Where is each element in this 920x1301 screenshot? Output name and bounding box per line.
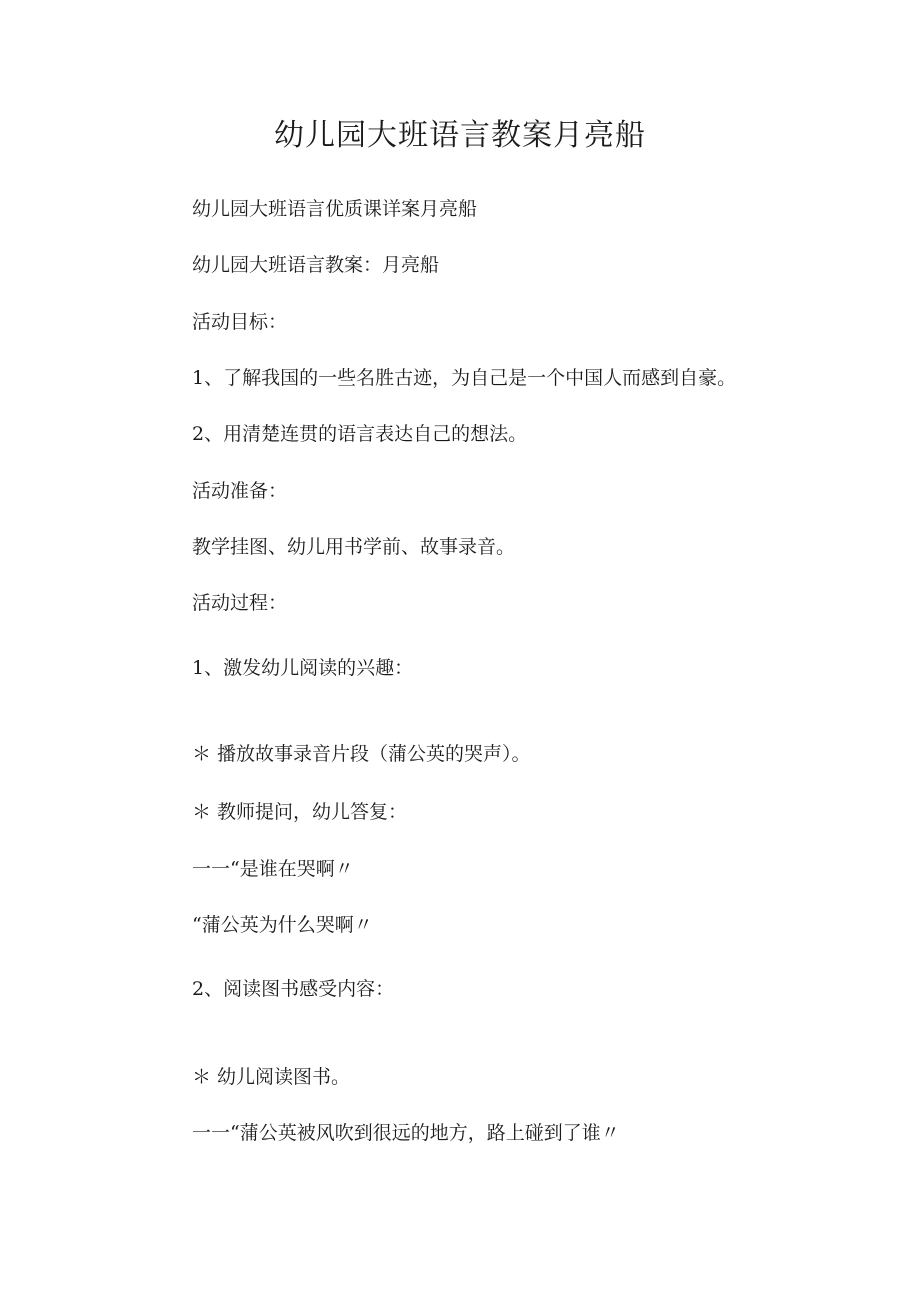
section-heading-preparation: 活动准备： [192,480,288,502]
process-bullet-read-book: ＊ 幼儿阅读图书。 [192,1066,351,1088]
dialogue-line-1: 一一“是谁在哭啊〃 [192,858,354,880]
section-heading-goals: 活动目标： [192,311,288,333]
dialogue-line-2: “蒲公英为什么哭啊〃 [192,914,373,936]
goal-item-1: 1、了解我国的一些名胜古迹，为自己是一个中国人而感到自豪。 [192,367,737,389]
process-bullet-play-recording: ＊ 播放故事录音片段（蒲公英的哭声）。 [192,743,531,765]
subtitle-line: 幼儿园大班语言优质课详案月亮船 [192,198,478,220]
section-heading-process: 活动过程： [192,592,288,614]
process-step-1: 1、激发幼儿阅读的兴趣： [192,657,414,679]
process-bullet-teacher-question: ＊ 教师提问，幼儿答复： [192,801,408,823]
process-step-2: 2、阅读图书感受内容： [192,978,395,1000]
preparation-materials: 教学挂图、幼儿用书学前、故事录音。 [192,536,516,558]
lesson-plan-heading: 幼儿园大班语言教案：月亮船 [192,254,440,276]
goal-item-2: 2、用清楚连贯的语言表达自己的想法。 [192,423,528,445]
document-title: 幼儿园大班语言教案月亮船 [274,118,646,153]
dialogue-line-3: 一一“蒲公英被风吹到很远的地方，路上碰到了谁〃 [192,1122,620,1144]
